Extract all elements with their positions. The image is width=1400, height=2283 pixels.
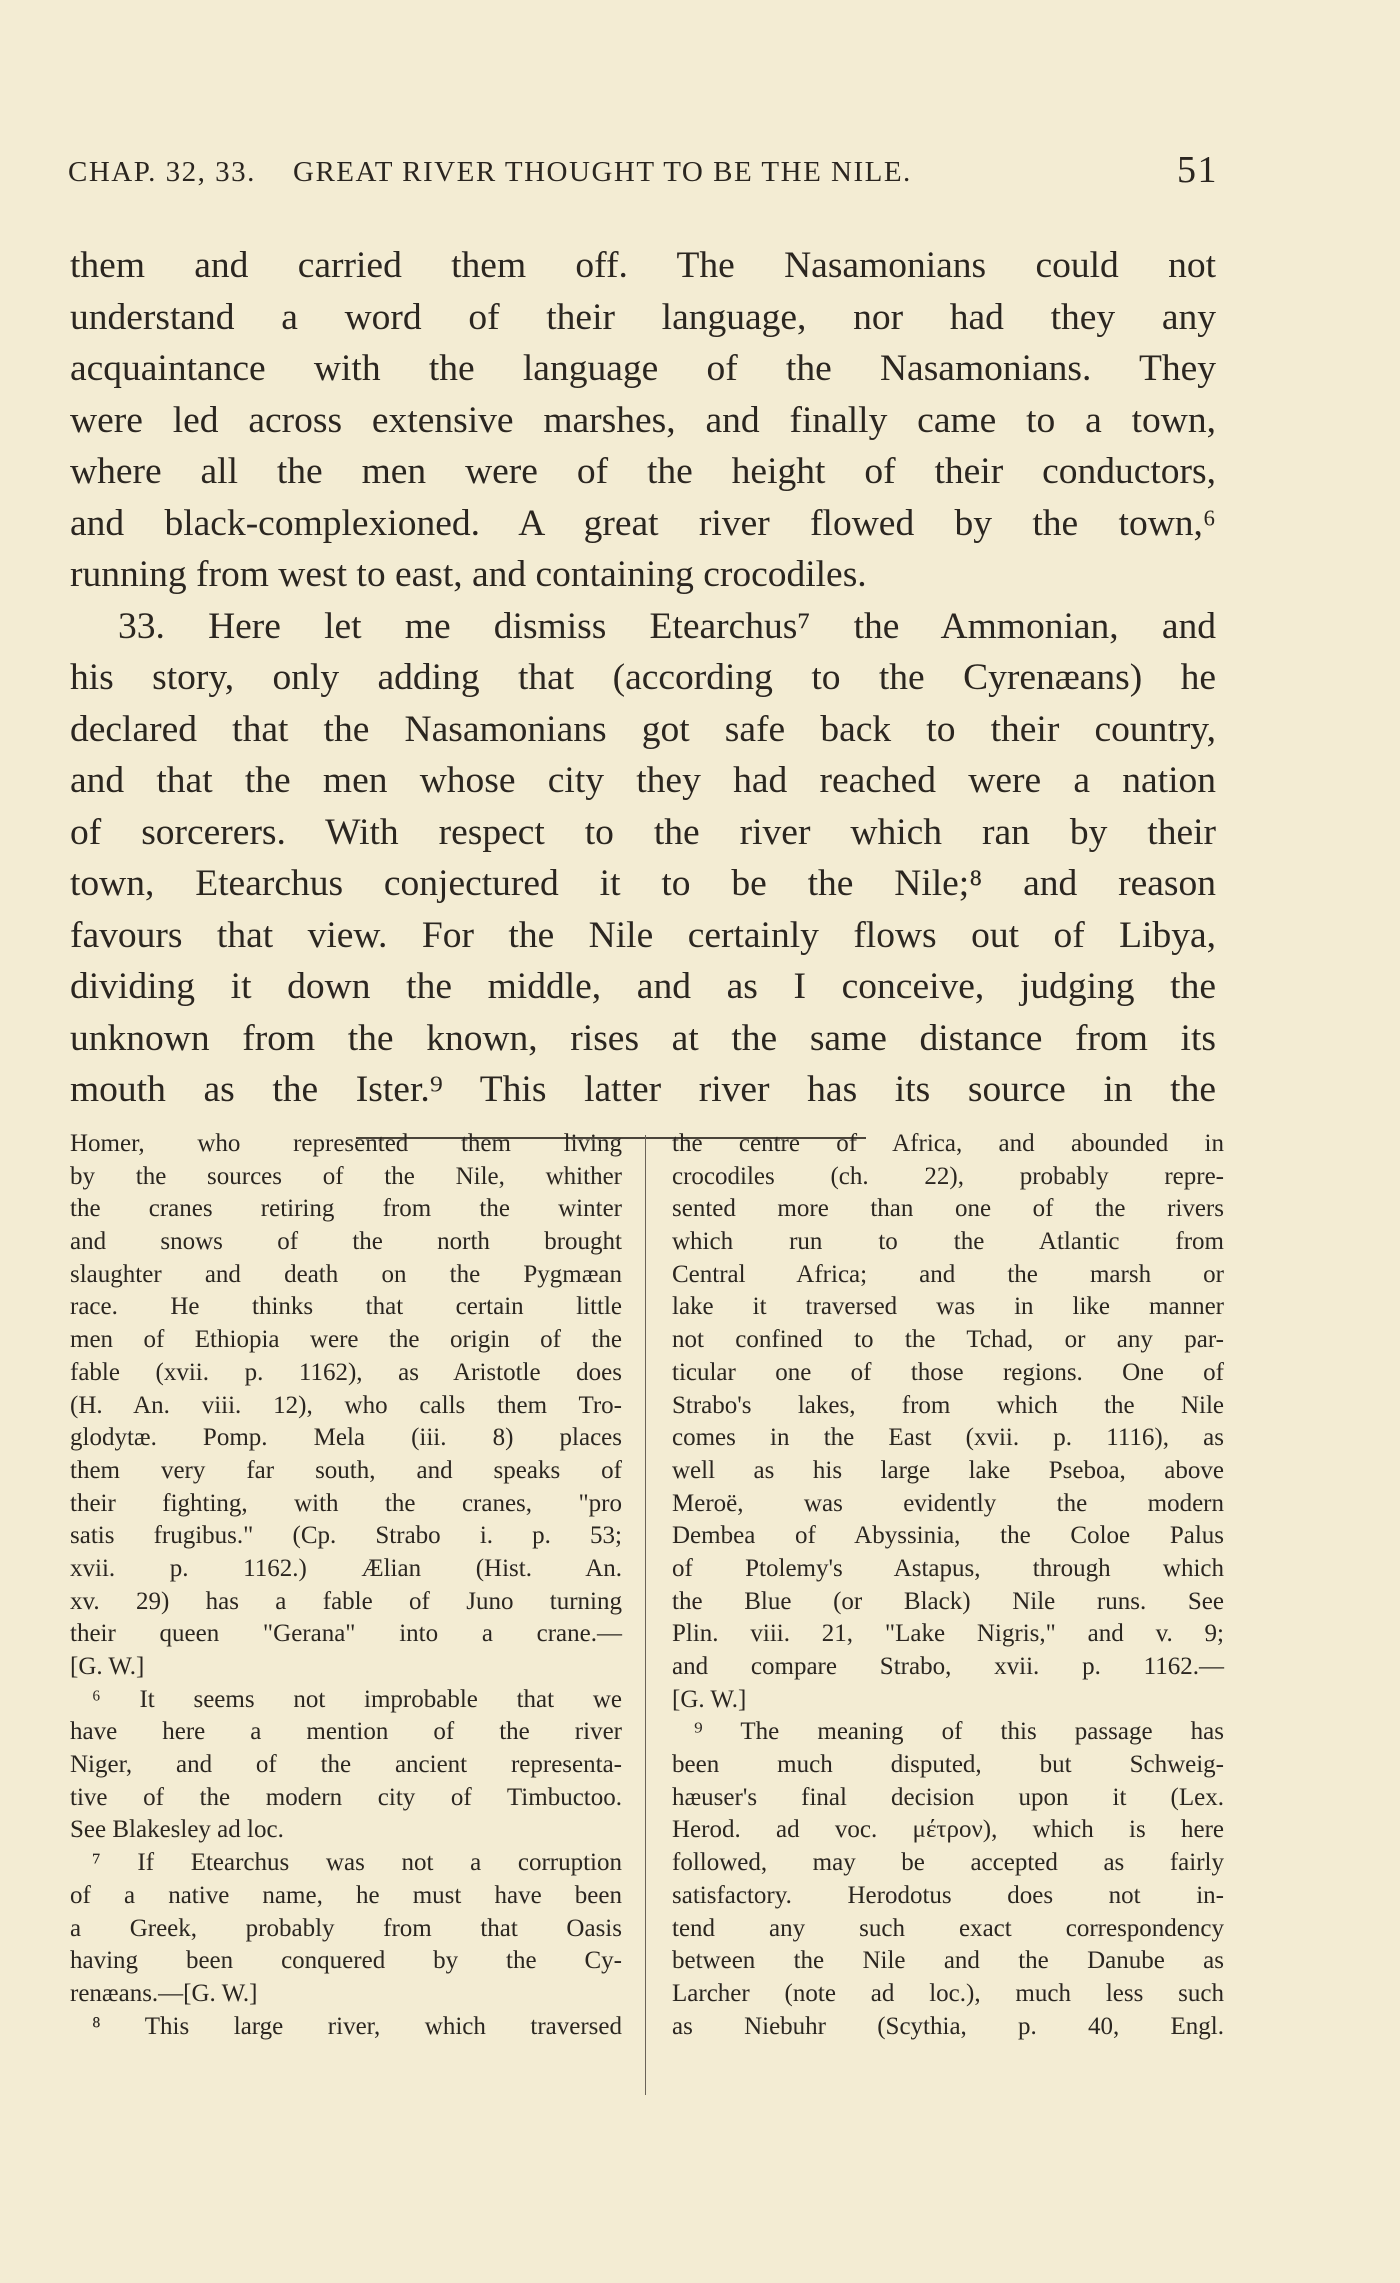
footnote-line: tend any such exact correspondency	[672, 1914, 1224, 1942]
footnote-line: Homer, who represented them living	[70, 1130, 622, 1157]
text-line: and that the men whose city they had reached were a nation	[70, 760, 1216, 801]
footnote-line: Larcher (note ad loc.), much less such	[672, 1979, 1224, 2007]
footnote-line: as Niebuhr (Scythia, p. 40, Engl.	[672, 2012, 1224, 2040]
footnote-line: race. He thinks that certain little	[70, 1293, 622, 1321]
text-line: them and carried them off. The Nasamonians could not	[70, 245, 1216, 286]
text-line: 33. Here let me dismiss Etearchus⁷ the Ammonian, and	[118, 605, 1216, 647]
footnote-line: satisfactory. Herodotus does not in-	[672, 1881, 1224, 1909]
footnote-line: xv. 29) has a fable of Juno turning	[70, 1587, 622, 1615]
text-line: acquaintance with the language of the Nasamonians. They	[70, 348, 1216, 389]
running-header	[68, 148, 1218, 198]
footnote-line: slaughter and death on the Pygmæan	[70, 1260, 622, 1288]
footnote-line: ⁶ It seems not improbable that we	[92, 1685, 622, 1713]
footnote-line: not confined to the Tchad, or any par-	[672, 1326, 1224, 1354]
footnote-line: of a native name, he must have been	[70, 1881, 622, 1909]
footnote-line: [G. W.]	[672, 1685, 747, 1713]
text-line: his story, only adding that (according to the Cyrenæans) he	[70, 657, 1216, 698]
text-line: and black-complexioned. A great river flowed by the town,⁶	[70, 502, 1216, 544]
text-line: running from west to east, and containing crocodiles.	[70, 554, 867, 595]
footnote-line: followed, may be accepted as fairly	[672, 1849, 1224, 1877]
column-divider	[645, 1135, 646, 2095]
text-line: declared that the Nasamonians got safe back to their country,	[70, 708, 1216, 750]
text-line: dividing it down the middle, and as I conceive, judging the	[70, 966, 1216, 1007]
text-line: understand a word of their language, nor had they any	[70, 296, 1216, 338]
footnote-line: Meroë, was evidently the modern	[672, 1489, 1224, 1517]
footnote-line: Plin. viii. 21, "Lake Nigris," and v. 9;	[672, 1620, 1224, 1648]
footnote-line: comes in the East (xvii. p. 1116), as	[672, 1424, 1224, 1452]
footnote-line: the cranes retiring from the winter	[70, 1195, 622, 1223]
footnote-line: glodytæ. Pomp. Mela (iii. 8) places	[70, 1424, 622, 1452]
footnote-line: ⁸ This large river, which traversed	[92, 2012, 622, 2040]
footnote-line: crocodiles (ch. 22), probably repre-	[672, 1162, 1224, 1190]
footnote-line: lake it traversed was in like manner	[672, 1293, 1224, 1321]
text-line: town, Etearchus conjectured it to be the Nile;⁸ and reason	[70, 863, 1216, 904]
footnote-line: renæans.—[G. W.]	[70, 1979, 258, 2007]
footnote-line: sented more than one of the rivers	[672, 1195, 1224, 1223]
text-line: of sorcerers. With respect to the river which ran by their	[70, 811, 1216, 853]
footnote-line: Strabo's lakes, from which the Nile	[672, 1391, 1224, 1419]
footnote-line: men of Ethiopia were the origin of the	[70, 1326, 622, 1354]
footnote-line: between the Nile and the Danube as	[672, 1947, 1224, 1975]
footnote-line: and compare Strabo, xvii. p. 1162.—	[672, 1653, 1224, 1680]
footnote-line: and snows of the north brought	[70, 1228, 622, 1256]
footnote-line: by the sources of the Nile, whither	[70, 1162, 622, 1190]
footnote-line: xvii. p. 1162.) Ælian (Hist. An.	[70, 1554, 622, 1582]
footnote-line: ⁷ If Etearchus was not a corruption	[92, 1849, 622, 1877]
footnote-line: having been conquered by the Cy-	[70, 1947, 622, 1975]
text-line: unknown from the known, rises at the same distance from its	[70, 1017, 1216, 1059]
main-text	[70, 240, 1216, 1116]
footnote-line: satis frugibus." (Cp. Strabo i. p. 53;	[70, 1522, 622, 1550]
footnote-line: fable (xvii. p. 1162), as Aristotle does	[70, 1358, 622, 1386]
page-number: 51	[1177, 149, 1218, 191]
footnote-line: of Ptolemy's Astapus, through which	[672, 1554, 1224, 1582]
footnote-line: have here a mention of the river	[70, 1718, 622, 1746]
footnotes-right-column	[672, 1128, 1224, 2043]
footnote-line: (H. An. viii. 12), who calls them Tro-	[70, 1391, 622, 1419]
footnote-line: hæuser's final decision upon it (Lex.	[672, 1783, 1224, 1811]
footnote-line: a Greek, probably from that Oasis	[70, 1914, 622, 1942]
footnote-line: which run to the Atlantic from	[672, 1228, 1224, 1256]
footnote-line: tive of the modern city of Timbuctoo.	[70, 1783, 622, 1811]
footnote-line: Central Africa; and the marsh or	[672, 1260, 1224, 1288]
footnote-line: well as his large lake Pseboa, above	[672, 1456, 1224, 1484]
footnote-line: See Blakesley ad loc.	[70, 1816, 284, 1844]
text-line: were led across extensive marshes, and finally came to a town,	[70, 399, 1216, 441]
footnote-line: their fighting, with the cranes, "pro	[70, 1489, 622, 1517]
footnote-line: ticular one of those regions. One of	[672, 1358, 1224, 1386]
footnote-line: been much disputed, but Schweig-	[672, 1751, 1224, 1779]
footnote-line: Niger, and of the ancient representa-	[70, 1751, 622, 1779]
footnote-line: Herod. ad voc. μέτρον), which is here	[672, 1816, 1224, 1844]
footnote-line: them very far south, and speaks of	[70, 1456, 622, 1484]
footnote-line: the Blue (or Black) Nile runs. See	[672, 1587, 1224, 1615]
footnote-line: [G. W.]	[70, 1653, 145, 1680]
footnote-line: Dembea of Abyssinia, the Coloe Palus	[672, 1522, 1224, 1550]
text-line: favours that view. For the Nile certainly flows out of Libya,	[70, 914, 1216, 956]
running-title: GREAT RIVER THOUGHT TO BE THE NILE.	[293, 156, 912, 188]
text-line: mouth as the Ister.⁹ This latter river has its source in the	[70, 1069, 1216, 1110]
footnotes-left-column	[70, 1128, 622, 2043]
footnote-line: ⁹ The meaning of this passage has	[694, 1718, 1224, 1746]
footnote-line: the centre of Africa, and abounded in	[672, 1130, 1224, 1157]
text-line: where all the men were of the height of their conductors,	[70, 451, 1216, 492]
footnote-line: their queen "Gerana" into a crane.—	[70, 1620, 622, 1648]
chapter-reference: CHAP. 32, 33.	[68, 156, 256, 188]
